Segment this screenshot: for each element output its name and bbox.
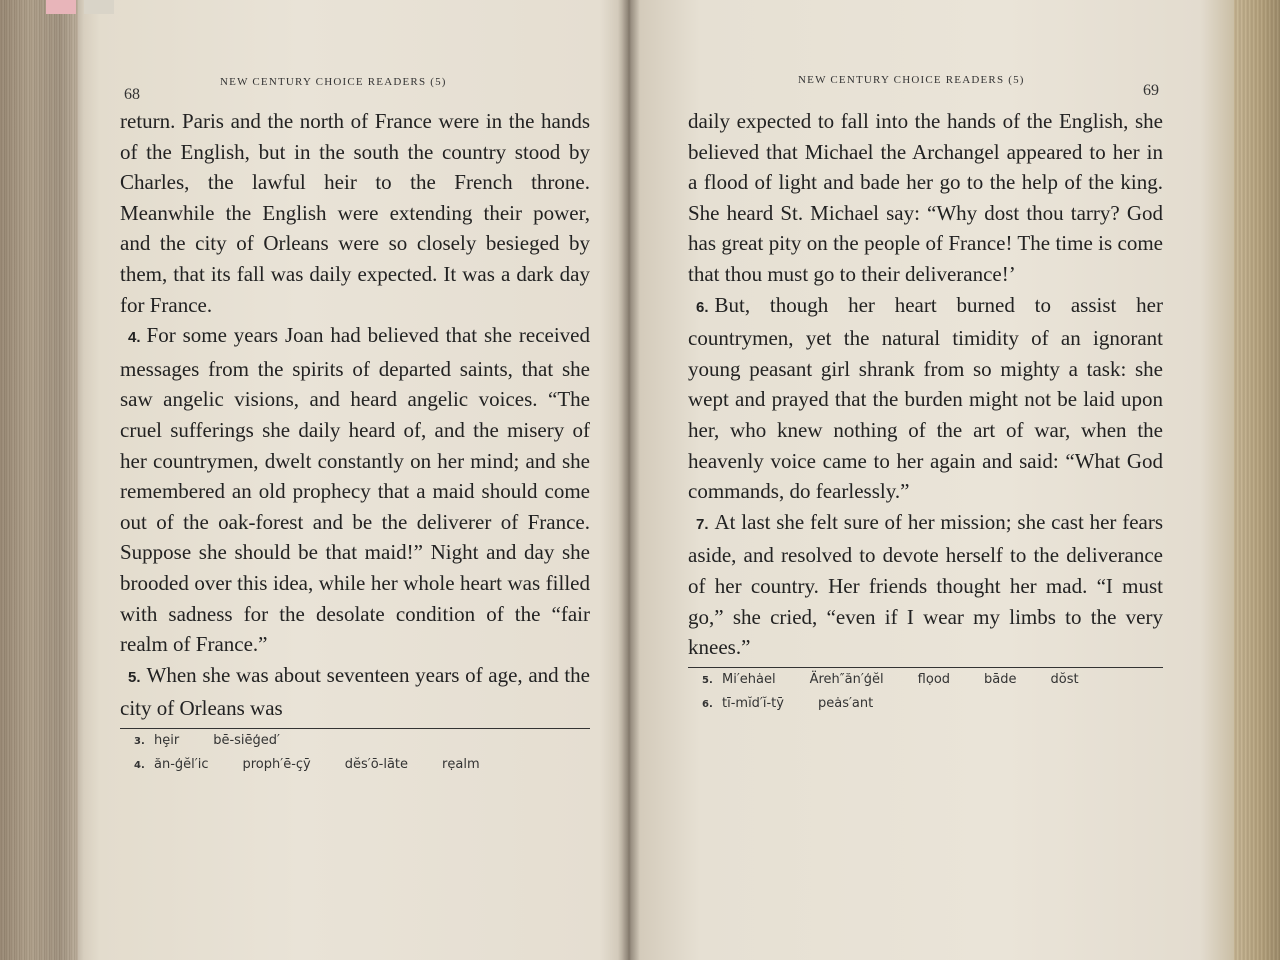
left-page-body	[120, 106, 590, 724]
page-number: 68	[124, 86, 140, 103]
footnote-line	[688, 696, 1163, 720]
right-page	[688, 62, 1163, 720]
paragraph-text: For some years Joan had believed that she received messages from the spirits of departed saints, that she saw angelic visions, and heard angelic voices. “The cruel sufferings she daily heard of, and the misery of her countrymen, dwelt constantly on her mind; and she remembered an old prophecy that a maid should come out of the oak-forest and be the deliverer of France. Suppose she should be that maid!” Night and day she brooded over this idea, while her whole heart was filled with sadness for the desolate condition of the “fair realm of France.”	[120, 323, 590, 657]
paragraph-number: 6.	[696, 298, 709, 316]
footnotes	[120, 733, 590, 781]
footnote-rule	[688, 667, 1163, 668]
footnote-word: bē-siēģed′	[213, 732, 280, 748]
footnote-number: 5.	[702, 674, 713, 686]
footnote-word: bāde	[984, 671, 1017, 687]
left-page-header	[120, 62, 590, 106]
paragraph	[120, 106, 590, 320]
footnote-word: proph′ē-çȳ	[242, 756, 311, 772]
paragraph-text: When she was about seventeen years of age, and the city of Orleans was	[120, 662, 590, 721]
book-page-edges-left	[0, 0, 78, 960]
running-head: NEW CENTURY CHOICE READERS (5)	[220, 76, 447, 88]
paragraph-number: 5.	[128, 668, 141, 686]
paragraph-text: But, though her heart burned to assist her countrymen, yet the natural timidity of an ignorant young peasant girl shrank from so mighty a task: she wept and prayed that the burden might not be laid upon her, who knew nothing of the art of war, when the heavenly voice came to her again and said: “What God commands, do fearlessly.”	[688, 292, 1163, 504]
footnote-word: dŏst	[1050, 671, 1079, 687]
paragraph	[688, 507, 1163, 663]
footnote-word: dĕs′ō-lāte	[344, 756, 409, 772]
paragraph	[688, 290, 1163, 507]
footnote-number: 3.	[134, 735, 145, 747]
footnote-rule	[120, 728, 590, 729]
footnote-number: 6.	[702, 698, 713, 710]
pink-tab	[46, 0, 76, 14]
footnote-word: peȧs′ant	[817, 695, 874, 711]
footnote-number: 4.	[134, 759, 145, 771]
footnote-word: Äreh″ăn′ģĕl	[809, 671, 884, 687]
left-page	[120, 62, 590, 781]
footnote-word: tī-mĭd′ĭ-tȳ	[722, 695, 784, 711]
footnote-word: rẹalm	[442, 756, 480, 772]
book-gutter	[618, 0, 640, 960]
footnotes	[688, 672, 1163, 720]
paragraph-text: daily expected to fall into the hands of the English, she believed that Michael the Archangel appeared to her in a flood of light and bade her go to the help of the king. She heard St. Michael say: “Why dost thou tarry? God has great pity on the people of France! The time is come that thou must go to their deliverance!’	[688, 109, 1163, 286]
footnote-line	[120, 733, 590, 757]
running-head: NEW CENTURY CHOICE READERS (5)	[798, 74, 1025, 86]
paragraph	[688, 106, 1163, 290]
paragraph-text: return. Paris and the north of France were in the hands of the English, but in the south the country stood by Charles, the lawful heir to the French throne. Meanwhile the English were extending their power, and the city of Orleans were so closely besieged by them, that its fall was daily expected. It was a dark day for France.	[120, 109, 590, 317]
paragraph-text: At last she felt sure of her mission; she cast her fears aside, and resolved to devote herself to the deliverance of her country. Her friends thought her mad. “I must go,” she cried, “even if I wear my limbs to the very knees.”	[688, 509, 1163, 660]
footnote-word: Mi′ehȧel	[722, 671, 776, 687]
paragraph-number: 7.	[696, 515, 709, 533]
paragraph-number: 4.	[128, 329, 141, 347]
right-page-header	[688, 62, 1163, 106]
footnote-line	[120, 757, 590, 781]
footnote-word: ăn-ģĕl′ic	[154, 756, 209, 772]
paragraph	[120, 320, 590, 660]
page-tab	[84, 0, 114, 14]
page-number: 69	[1143, 82, 1159, 99]
footnote-word: flọod	[917, 671, 951, 687]
right-page-body	[688, 106, 1163, 663]
footnote-word: hȩir	[154, 732, 180, 748]
paragraph	[120, 660, 590, 724]
footnote-line	[688, 672, 1163, 696]
book-page-edges-right	[1234, 0, 1280, 960]
